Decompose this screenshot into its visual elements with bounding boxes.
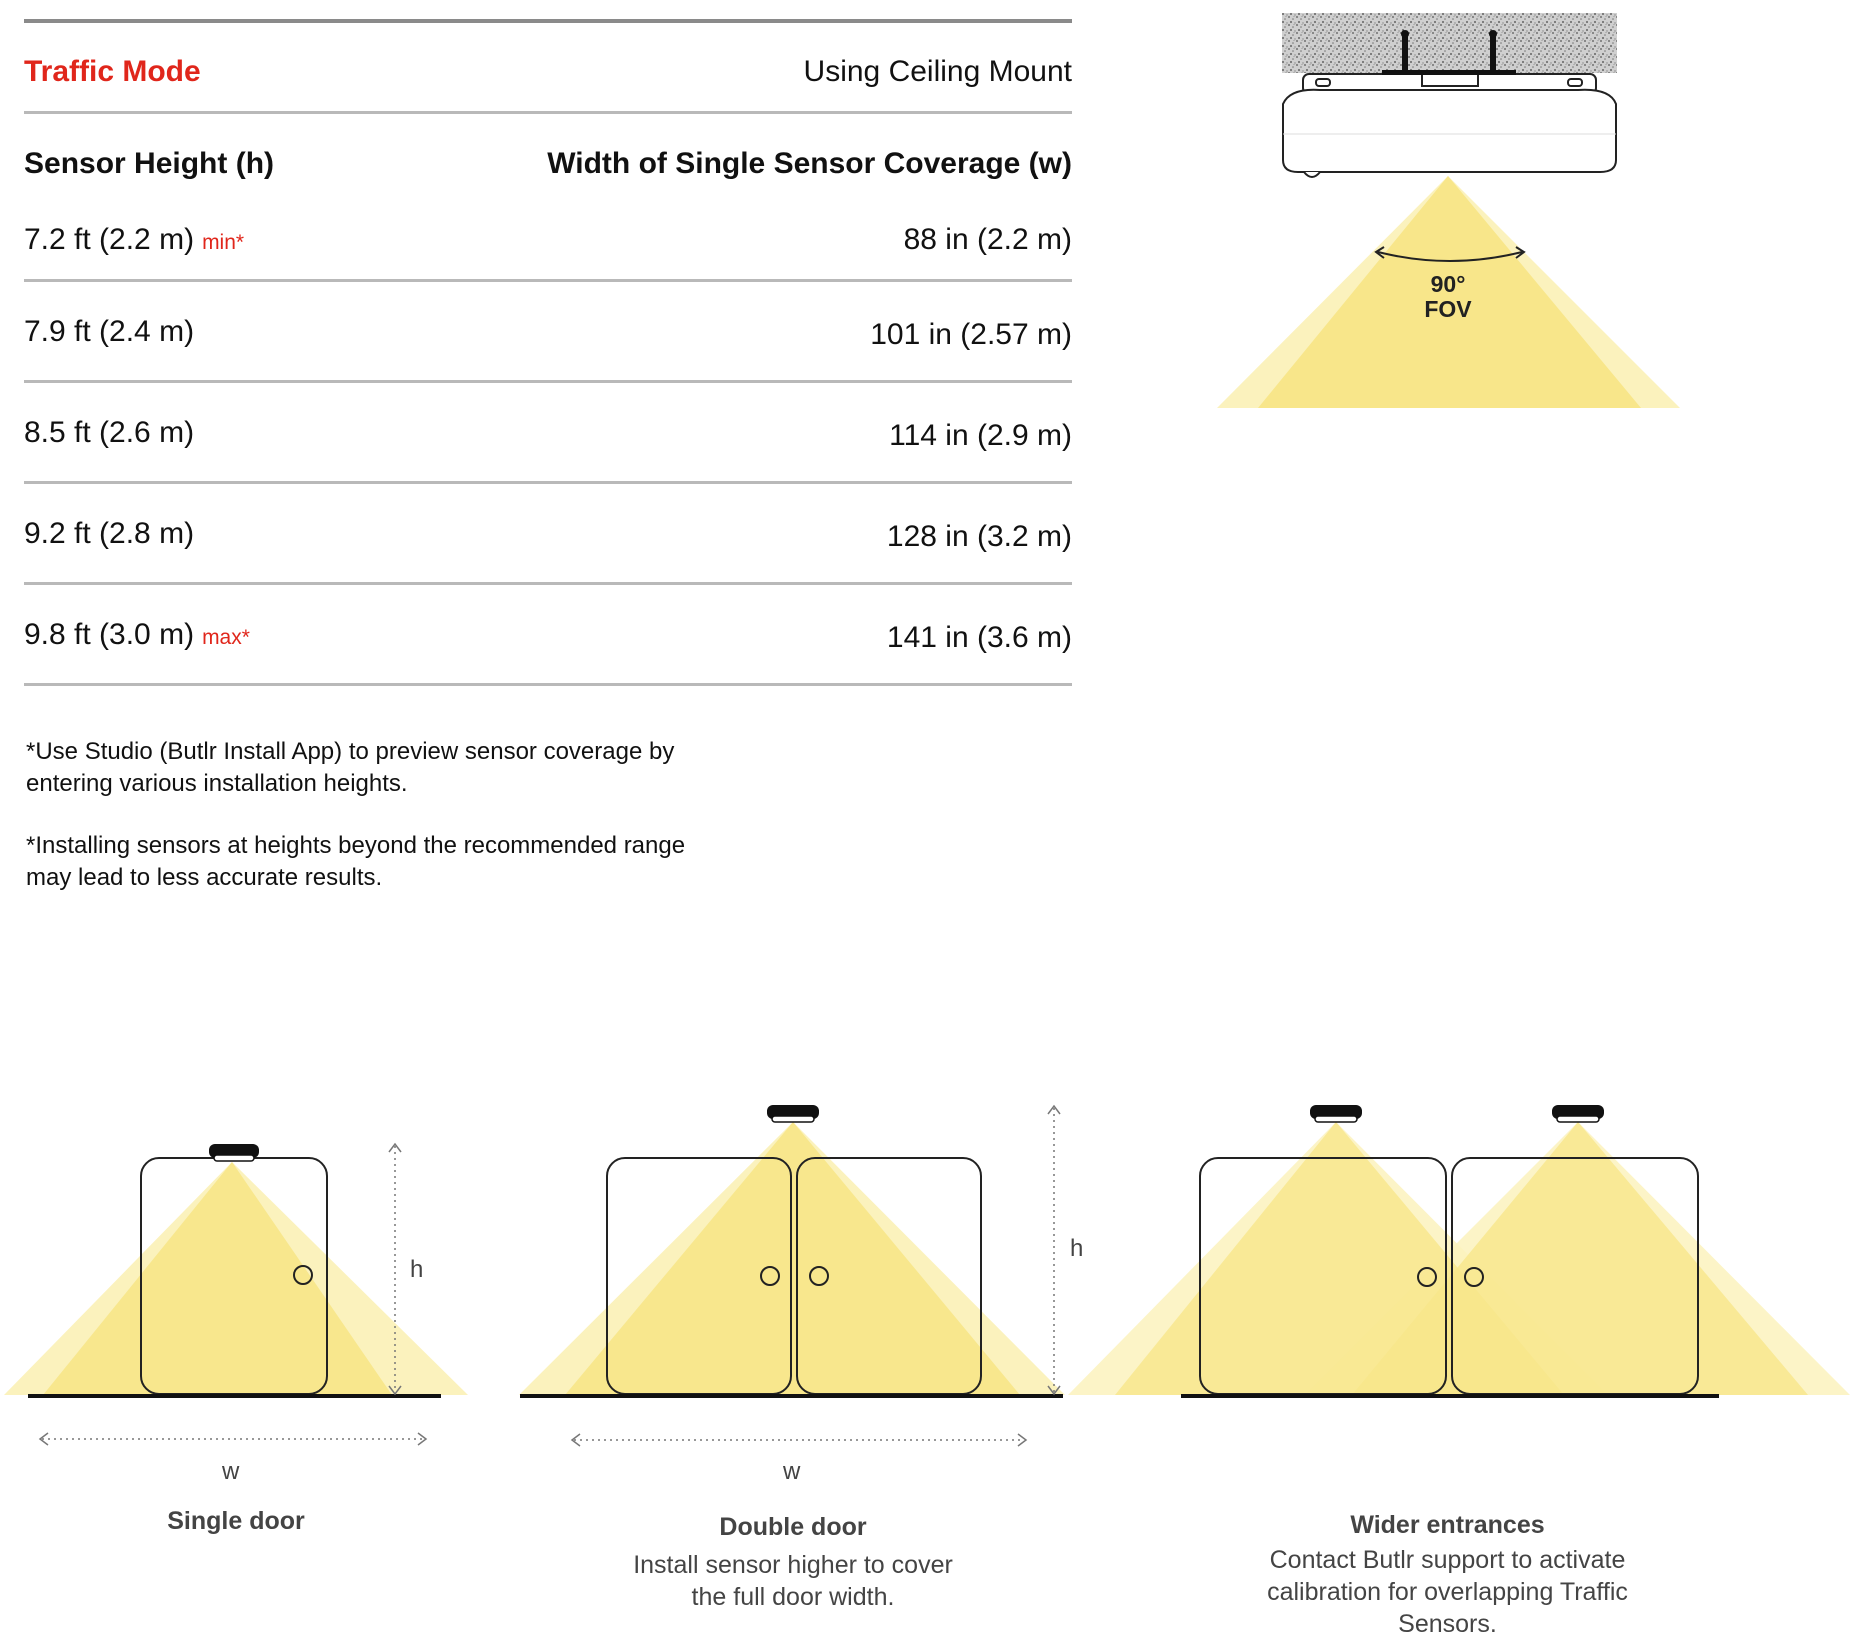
single-door-diagram — [4, 1144, 468, 1445]
sensor-icon — [767, 1105, 819, 1122]
width-value: 114 in (2.9 m) — [889, 419, 1072, 452]
width-arrow — [40, 1433, 426, 1445]
width-arrow — [572, 1434, 1026, 1446]
height-label: h — [410, 1256, 424, 1283]
height-value: 7.2 ft (2.2 m) — [24, 223, 195, 256]
height-value: 8.5 ft (2.6 m) — [24, 416, 195, 449]
width-value: 88 in (2.2 m) — [903, 223, 1072, 256]
fov-label — [1398, 272, 1498, 322]
sensor-icon — [1310, 1105, 1362, 1122]
width-label: w — [783, 1458, 801, 1485]
note-preview: *Use Studio (Butlr Install App) to preview sensor coverage by entering various installation heights. — [26, 738, 675, 797]
caption-title: Single door — [167, 1507, 305, 1535]
height-value: 9.2 ft (2.8 m) — [24, 517, 195, 550]
caption-description: Contact Butlr support to activate calibration for overlapping Traffic Sensors. — [1267, 1546, 1628, 1638]
caption-title: Double door — [719, 1513, 867, 1541]
column-header-height: Sensor Height (h) — [24, 147, 275, 180]
width-value: 128 in (3.2 m) — [886, 520, 1072, 553]
page-subtitle: Using Ceiling Mount — [803, 55, 1072, 88]
width-value: 101 in (2.57 m) — [870, 318, 1072, 351]
caption-single-door — [86, 1504, 386, 1538]
floor-line — [520, 1394, 1063, 1398]
floor-line — [1181, 1394, 1719, 1398]
height-value: 9.8 ft (3.0 m) — [24, 618, 195, 651]
floor-line — [28, 1394, 441, 1398]
width-label: w — [222, 1458, 240, 1485]
height-arrow — [1048, 1106, 1060, 1394]
ceiling-texture — [1282, 13, 1617, 73]
caption-double-door — [593, 1510, 993, 1613]
height-label: h — [1070, 1235, 1084, 1262]
sensor-icon — [209, 1144, 259, 1161]
column-header-width: Width of Single Sensor Coverage (w) — [547, 147, 1072, 180]
sensor-icon — [1552, 1105, 1604, 1122]
coverage-inner — [565, 1122, 1020, 1395]
double-door-diagram — [519, 1105, 1065, 1446]
height-value: 7.9 ft (2.4 m) — [24, 315, 195, 348]
caption-description: Install sensor higher to cover the full door width. — [633, 1551, 953, 1611]
fov-angle: 90° — [1430, 271, 1466, 297]
sensor-mount-diagram — [1217, 13, 1680, 408]
fov-text: FOV — [1424, 296, 1472, 322]
max-tag: max* — [202, 626, 250, 649]
width-value: 141 in (3.6 m) — [886, 621, 1072, 654]
caption-wider-entrances — [1250, 1508, 1645, 1640]
caption-title: Wider entrances — [1350, 1511, 1545, 1539]
page-title: Traffic Mode — [24, 55, 201, 88]
note-accuracy: *Installing sensors at heights beyond the recommended range may lead to less accurate results. — [26, 832, 686, 891]
min-tag: min* — [202, 231, 245, 254]
wider-entrance-diagram — [1068, 1105, 1850, 1398]
